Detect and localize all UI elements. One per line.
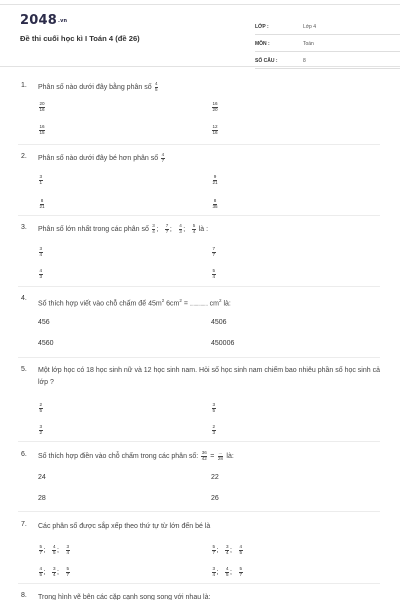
fraction: $\frac{4}{7}$ [161,152,165,163]
top-border [0,4,400,5]
option-b[interactable]: $\frac{5}{7}$ ; $\frac{3}{4}$ ; $\frac{4}{5}$ [212,544,242,555]
option-a[interactable]: 456 [38,319,50,326]
question-divider [18,144,380,145]
question-number: 7. [21,521,27,528]
exam-title: Đề thi cuối học kì I Toán 4 (đề 26) [20,34,140,43]
question-text: Số thích hợp viết vào chỗ chấm để $45m^2$ $6cm^2$ = ............... $cm^2$ là: [38,298,231,308]
question-text: Số thích hợp điền vào chỗ chấm trong các phân số: $\frac{36}{42}$ = $\frac{...}{28}$ là: [38,450,234,461]
question-divider [18,357,380,358]
option-d[interactable]: $\frac{8}{35}$ [212,198,218,209]
option-d[interactable]: $\frac{12}{16}$ [212,124,218,135]
question-text: Một lớp học có 18 học sinh nữ và 12 học sinh nam. Hỏi số học sinh nam chiếm bao nhiêu phần số học sinh cả lớp ? [38,367,380,386]
option-c[interactable]: $\frac{4}{3}$ [39,268,43,279]
question-divider [18,511,380,512]
question-divider [18,215,380,216]
option-b[interactable]: $\frac{9}{21}$ [212,174,218,185]
question-text: Phân số lớn nhất trong các phân số $\frac{3}{4}$ ; $\frac{7}{7}$ ; $\frac{4}{3}$ ; $\frac{5}{4}$ là : [38,223,209,234]
option-d[interactable]: 26 [211,495,219,502]
option-c[interactable]: $\frac{4}{5}$ ; $\frac{3}{4}$ ; $\frac{5}{7}$ [39,566,69,577]
option-b[interactable]: 22 [211,474,219,481]
exam-header [20,10,382,70]
question-number: 4. [21,295,27,302]
meta-label: MÔN : [255,41,270,47]
option-b[interactable]: $\frac{16}{20}$ [212,101,218,112]
fraction: $\frac{4}{5}$ [155,81,158,92]
question-number: 3. [21,224,27,231]
question-number: 1. [21,82,27,89]
question-number: 2. [21,153,27,160]
question-text: Phân số nào dưới đây bằng phân số $\frac{4}{5}$ [38,81,158,92]
option-d[interactable]: 450006 [211,340,235,347]
option-b[interactable]: $\frac{7}{7}$ [212,246,216,257]
option-c[interactable]: $\frac{3}{2}$ [39,424,43,435]
header-divider [0,66,400,67]
option-c[interactable]: $\frac{16}{15}$ [39,124,45,135]
question-divider [18,441,380,442]
option-b[interactable]: 4506 [211,319,227,326]
question-text: Phân số nào dưới đây bé hơn phân số $\frac{4}{7}$ [38,152,165,163]
option-c[interactable]: $\frac{8}{21}$ [39,198,45,209]
option-a[interactable]: $\frac{3}{1}$ [39,174,43,185]
meta-count-row [255,56,400,69]
meta-value: Toán [303,41,314,47]
meta-value: 8 [303,58,306,64]
option-a[interactable]: $\frac{2}{5}$ [39,402,43,413]
question-text: Các phân số được sắp xếp theo thứ tự từ lớn đến bé là [38,523,211,530]
option-a[interactable]: $\frac{20}{16}$ [39,101,45,112]
question-divider [18,583,380,584]
option-a[interactable]: 24 [38,474,46,481]
question-divider [18,286,380,287]
site-logo[interactable]: 2048.vn [20,13,68,28]
question-number: 6. [21,451,27,458]
meta-class-row [255,22,400,35]
option-b[interactable]: $\frac{3}{5}$ [212,402,216,413]
meta-value: Lớp 4 [303,24,317,30]
option-d[interactable]: $\frac{2}{3}$ [212,424,216,435]
question-text: Trong hình vẽ bên các cặp cạnh song song với nhau là: [38,594,211,600]
option-a[interactable]: $\frac{5}{7}$ ; $\frac{4}{5}$ ; $\frac{3}{4}$ [39,544,69,555]
meta-label: LỚP : [255,24,269,30]
question-number: 8. [21,592,27,599]
option-d[interactable]: $\frac{3}{4}$ ; $\frac{4}{5}$ ; $\frac{5}{7}$ [212,566,242,577]
question-number: 5. [21,366,27,373]
option-c[interactable]: 4560 [38,340,54,347]
option-d[interactable]: $\frac{5}{4}$ [212,268,216,279]
option-c[interactable]: 28 [38,495,46,502]
meta-subject-row [255,39,400,52]
meta-label: SỐ CÂU : [255,58,278,64]
option-a[interactable]: $\frac{3}{4}$ [39,246,43,257]
